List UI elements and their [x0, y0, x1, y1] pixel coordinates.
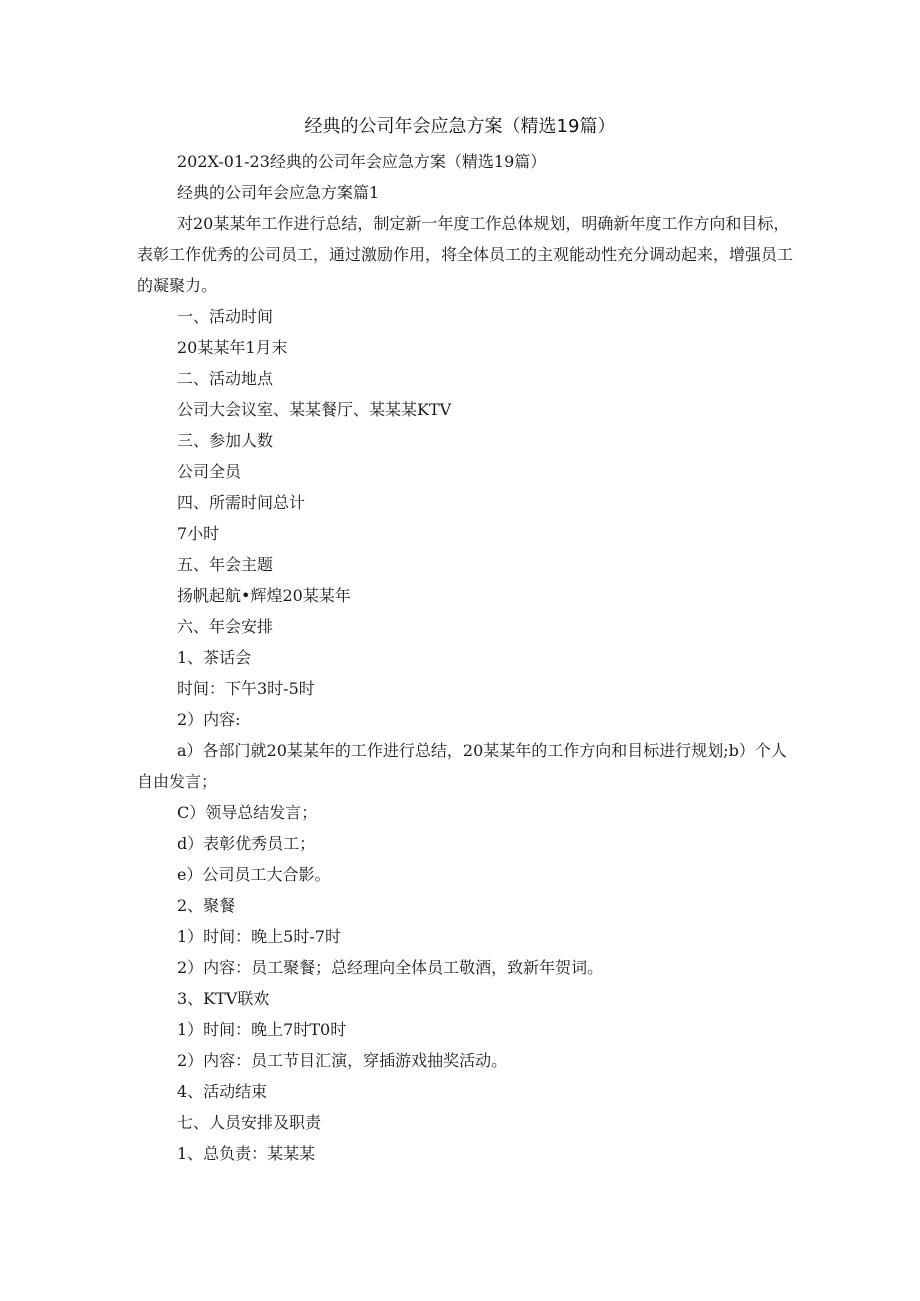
text-line: 公司大会议室、某某餐厅、某某某KTV: [177, 400, 452, 419]
text-line: 扬帆起航•辉煌20某某年: [177, 586, 351, 605]
text-line: 1、总负责：某某某: [177, 1144, 316, 1163]
text-line: 7小时: [177, 524, 220, 543]
text-line: 20某某年1月末: [177, 338, 288, 357]
text-line: 4、活动结束: [177, 1082, 268, 1101]
text-line: C）领导总结发言；: [177, 803, 318, 822]
text-line: 2）内容:: [177, 710, 241, 729]
text-line: d）表彰优秀员工；: [177, 834, 316, 853]
text-line: 1）时间：晚上5时-7时: [177, 927, 341, 946]
text-line: 二、活动地点: [177, 369, 274, 388]
text-line: 五、年会主题: [177, 555, 274, 574]
text-line: 六、年会安排: [177, 617, 274, 636]
section-heading: 经典的公司年会应急方案篇1: [177, 183, 380, 202]
text-line: 公司全员: [177, 462, 242, 481]
text-line: 四、所需时间总计: [177, 493, 306, 512]
text-line: 三、参加人数: [177, 431, 274, 450]
text-line: 七、人员安排及职责: [177, 1113, 322, 1132]
document-body: [137, 146, 797, 1169]
text-line: 2）内容：员工聚餐；总经理向全体员工敬酒，致新年贺词。: [177, 958, 604, 977]
text-line: 1、茶话会: [177, 648, 252, 667]
date-subtitle-line: 202X-01-23经典的公司年会应急方案（精选19篇）: [177, 152, 547, 171]
text-line: 2、聚餐: [177, 896, 236, 915]
intro-paragraph: 对20某某年工作进行总结，制定新一年度工作总体规划，明确新年度工作方向和目标，表彰工作优秀的公司员工，通过激励作用，将全体员工的主观能动性充分调动起来，增强员工的凝聚力。: [137, 214, 794, 295]
text-line: 3、KTV联欢: [177, 989, 270, 1008]
content-paragraph: a）各部门就20某某年的工作进行总结，20某某年的工作方向和目标进行规划;b）个人自由发言；: [137, 741, 787, 791]
text-line: e）公司员工大合影。: [177, 865, 331, 884]
text-line: 1）时间：晚上7时T0时: [177, 1020, 347, 1039]
text-line: 时间：下午3时-5时: [177, 679, 315, 698]
text-line: 2）内容：员工节目汇演，穿插游戏抽奖活动。: [177, 1051, 508, 1070]
document-title: 经典的公司年会应急方案（精选19篇）: [304, 116, 616, 137]
text-line: 一、活动时间: [177, 307, 274, 326]
